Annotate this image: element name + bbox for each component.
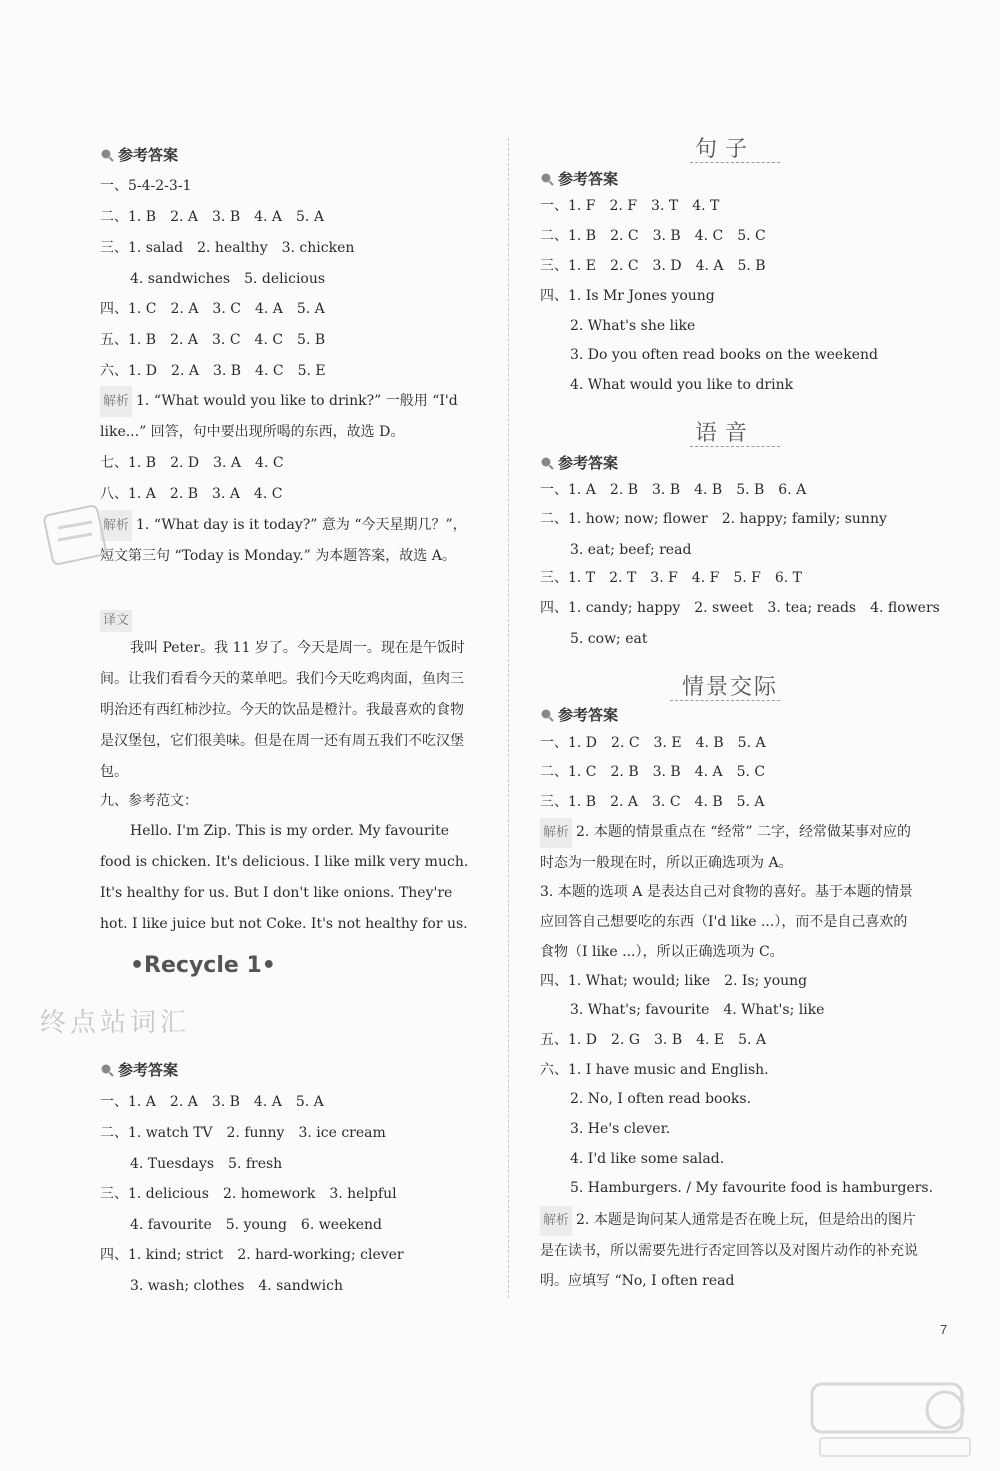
- analysis-tag: 解析: [540, 1206, 572, 1236]
- essay-label: 九、参考范文：: [100, 793, 198, 809]
- watermark-logo-icon: [810, 1380, 980, 1460]
- answer-line: 五、1. B 2. A 3. C 4. C 5. B: [100, 332, 326, 348]
- answer-line: 4. What would you like to drink: [570, 377, 794, 393]
- answer-line: 5. cow; eat: [570, 631, 648, 647]
- essay-paragraph: Hello. I'm Zip. This is my order. My favourite food is chicken. It's delicious. I like milk very much. It's healthy for us. But I don't like onions. They're hot. I like juice but not Coke. It's not healthy for us.: [100, 823, 469, 932]
- answer-line: 四、1. Is Mr Jones young: [540, 288, 715, 304]
- answer-line: 三、1. T 2. T 3. F 4. F 5. F 6. T: [540, 570, 803, 586]
- answer-line: 一、1. A 2. A 3. B 4. A 5. A: [100, 1094, 324, 1110]
- answer-line: 二、1. B 2. A 3. B 4. A 5. A: [100, 209, 324, 225]
- analysis-paragraph: 解析 1. “What day is it today?” 意为 “今天星期几？”，短文第三句 “Today is Monday.” 为本题答案，故选 A。: [100, 510, 472, 572]
- answer-header: 参考答案: [540, 704, 618, 725]
- phonics-section-title: 语音: [695, 421, 756, 446]
- analysis-paragraph: 解析 1. “What would you like to drink?” 一般用 “I'd like...” 回答，句中要出现所喝的东西，故选 D。: [100, 386, 472, 448]
- answer-line: 三、1. B 2. A 3. C 4. B 5. A: [540, 794, 765, 810]
- answer-line: 四、1. candy; happy 2. sweet 3. tea; reads 4. flowers: [540, 600, 940, 616]
- magnifier-icon: [540, 172, 554, 186]
- answer-line: 三、1. delicious 2. homework 3. helpful: [100, 1186, 397, 1202]
- answer-line: 二、1. watch TV 2. funny 3. ice cream: [100, 1125, 386, 1141]
- answer-line: 六、1. I have music and English.: [540, 1062, 769, 1078]
- translation-paragraph: 我叫 Peter。我 11 岁了。今天是周一。现在是午饭时间。让我们看看今天的菜单吧。我们今天吃鸡肉面，鱼肉三明治还有西红柿沙拉。今天的饮品是橙汁。我最喜欢的食物是汉堡包，它们很美味。但是在周一还有周五我们不吃汉堡包。: [100, 640, 465, 780]
- answer-header: 参考答案: [100, 1059, 178, 1080]
- answer-line: 四、1. C 2. A 3. C 4. A 5. A: [100, 301, 325, 317]
- answer-line: 4. I'd like some salad.: [570, 1151, 725, 1167]
- answer-line: 4. Tuesdays 5. fresh: [130, 1156, 283, 1172]
- answer-header: 参考答案: [540, 168, 618, 189]
- translation-tag: 译文: [100, 610, 132, 632]
- answer-line: 五、1. D 2. G 3. B 4. E 5. A: [540, 1032, 767, 1048]
- answer-line: 一、1. D 2. C 3. E 4. B 5. A: [540, 735, 766, 751]
- magnifier-icon: [540, 456, 554, 470]
- answer-header: 参考答案: [100, 144, 178, 165]
- answer-line: 六、1. D 2. A 3. B 4. C 5. E: [100, 363, 326, 379]
- translation-tag-line: [100, 609, 136, 632]
- section-underline: [670, 700, 780, 701]
- vocab-title: 终点站词汇: [40, 1008, 191, 1038]
- answer-line: 二、1. B 2. C 3. B 4. C 5. C: [540, 228, 766, 244]
- answer-line: 4. favourite 5. young 6. weekend: [130, 1217, 383, 1233]
- answer-line: 3. He's clever.: [570, 1121, 671, 1137]
- answer-line: 七、1. B 2. D 3. A 4. C: [100, 455, 284, 471]
- magnifier-icon: [100, 1063, 114, 1077]
- section-underline: [690, 446, 780, 447]
- answer-line: 四、1. kind; strict 2. hard-working; clever: [100, 1247, 404, 1263]
- answer-line: 一、1. F 2. F 3. T 4. T: [540, 198, 720, 214]
- magnifier-icon: [100, 148, 114, 162]
- answer-line: 一、5-4-2-3-1: [100, 178, 192, 194]
- analysis-paragraph: 解析 2. 本题是询问某人通常是否在晚上玩，但是给出的图片是在读书，所以需要先进行否定回答以及对图片动作的补充说明。应填写 “No, I often read: [540, 1205, 918, 1296]
- answer-line: 2. What's she like: [570, 318, 696, 334]
- column-divider: [508, 138, 509, 1298]
- page-number: 7: [940, 1322, 948, 1337]
- answer-line: 二、1. C 2. B 3. B 4. A 5. C: [540, 764, 766, 780]
- answer-line: 三、1. E 2. C 3. D 4. A 5. B: [540, 258, 766, 274]
- answer-line: 三、1. salad 2. healthy 3. chicken: [100, 240, 355, 256]
- analysis-tag: 解析: [100, 510, 132, 541]
- answer-header: 参考答案: [540, 452, 618, 473]
- stamp-icon: [40, 500, 110, 570]
- section-underline: [690, 162, 780, 163]
- answer-line: 4. sandwiches 5. delicious: [130, 271, 326, 287]
- answer-line: 2. No, I often read books.: [570, 1091, 752, 1107]
- analysis-tag: 解析: [540, 818, 572, 848]
- sentence-section-title: 句子: [695, 137, 756, 162]
- answer-line: 八、1. A 2. B 3. A 4. C: [100, 486, 283, 502]
- answer-line: 3. Do you often read books on the weekend: [570, 347, 878, 363]
- analysis-paragraph: 3. 本题的选项 A 是表达自己对食物的喜好。基于本题的情景应回答自己想要吃的东西（I'd like ...），而不是自己喜欢的食物（I like ...），所以正确选项为 C。: [540, 884, 913, 960]
- answer-line: 3. wash; clothes 4. sandwich: [130, 1278, 344, 1294]
- analysis-paragraph: 解析 2. 本题的情景重点在 “经常” 二字，经常做某事对应的时态为一般现在时，所以正确选项为 A。: [540, 817, 918, 878]
- answer-line: 3. eat; beef; read: [570, 542, 692, 558]
- analysis-tag: 解析: [100, 386, 132, 417]
- recycle-title: •Recycle 1•: [130, 953, 276, 978]
- situation-section-title: 情景交际: [682, 675, 779, 700]
- answer-line: 一、1. A 2. B 3. B 4. B 5. B 6. A: [540, 482, 807, 498]
- answer-line: 二、1. how; now; flower 2. happy; family; sunny: [540, 511, 887, 527]
- answer-line: 四、1. What; would; like 2. Is; young: [540, 973, 808, 989]
- magnifier-icon: [540, 708, 554, 722]
- answer-line: 5. Hamburgers. / My favourite food is hamburgers.: [570, 1180, 934, 1196]
- answer-line: 3. What's; favourite 4. What's; like: [570, 1002, 825, 1018]
